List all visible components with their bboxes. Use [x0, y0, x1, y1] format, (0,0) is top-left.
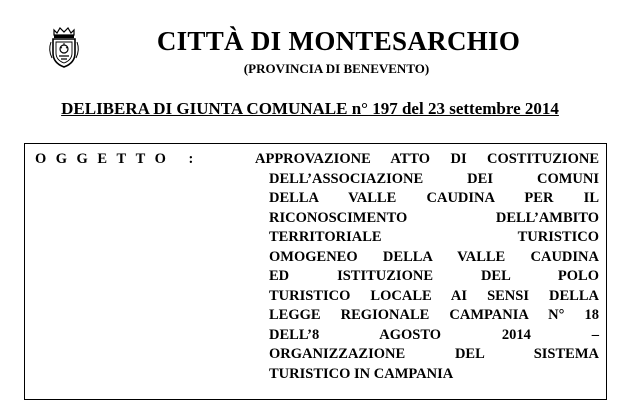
oggetto-line: DELL’8 AGOSTO 2014 – [269, 326, 599, 343]
oggetto-line: ED ISTITUZIONE DEL POLO [269, 268, 599, 284]
province-subtitle: (PROVINCIA DI BENEVENTO) [243, 61, 430, 76]
oggetto-label: OGGETTO : [35, 151, 203, 167]
delibera-title: DELIBERA DI GIUNTA COMUNALE n° 197 del 23 settembre 2014 [61, 99, 559, 118]
oggetto-line: ORGANIZZAZIONE DEL SISTEMA [269, 346, 599, 362]
oggetto-line: OMOGENEO DELLA VALLE CAUDINA [269, 248, 599, 265]
city-title: CITTÀ DI MONTESARCHIO [156, 26, 521, 56]
oggetto-text [255, 150, 599, 384]
oggetto-line: DELLA VALLE CAUDINA PER IL [269, 190, 599, 206]
oggetto-line: TURISTICO LOCALE AI SENSI DELLA [269, 287, 599, 304]
oggetto-line: DELL’ASSOCIAZIONE DEI COMUNI [269, 170, 599, 187]
oggetto-line: TURISTICO IN CAMPANIA [269, 365, 454, 382]
oggetto-line: LEGGE REGIONALE CAMPANIA N° 18 [269, 307, 599, 323]
oggetto-box [24, 143, 607, 400]
oggetto-line: TERRITORIALE TURISTICO [269, 229, 599, 245]
oggetto-line: RICONOSCIMENTO DELL’AMBITO [269, 209, 599, 226]
oggetto-line: APPROVAZIONE ATTO DI COSTITUZIONE [255, 151, 599, 167]
